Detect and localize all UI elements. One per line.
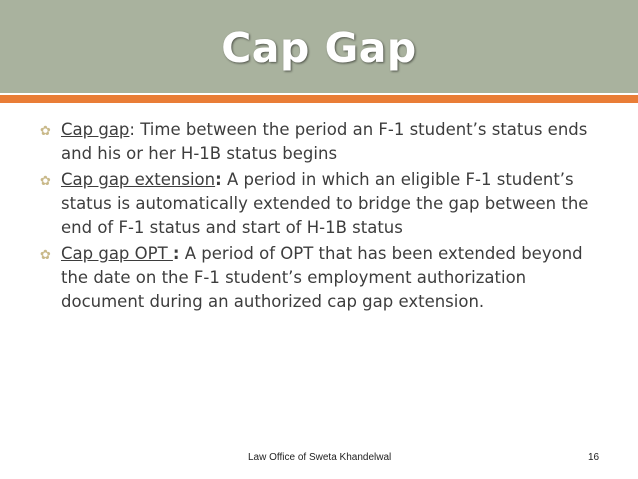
bullet-icon: ✿ (40, 124, 51, 139)
bullet-item-cap-gap-extension (40, 168, 600, 240)
term-separator: : (172, 244, 180, 263)
definition-cap-gap: Time between the period an F-1 student’s status ends and his or her H-1B status begins (61, 120, 588, 163)
term-separator: : (129, 120, 135, 139)
definition-cap-gap-extension: A period in which an eligible F-1 student’s status is automatically extended to bridge the gap between the end of F-1 status and start of H-1B status (61, 170, 589, 237)
bullet-list (40, 118, 600, 316)
term-cap-gap: Cap gap (61, 120, 130, 139)
slide-title: Cap Gap (221, 24, 417, 72)
accent-bar (0, 95, 638, 103)
definition-cap-gap-opt: A period of OPT that has been extended beyond the date on the F-1 student’s employment authorization document during an authorized cap gap extension. (61, 244, 583, 311)
page-number: 16 (588, 452, 600, 463)
term-cap-gap-extension: Cap gap extension (61, 170, 216, 189)
term-cap-gap-opt: Cap gap OPT (61, 244, 173, 263)
footer-text: Law Office of Sweta Khandelwal (248, 452, 392, 463)
bullet-icon: ✿ (40, 248, 51, 263)
bullet-item-cap-gap (40, 118, 600, 166)
bullet-icon: ✿ (40, 174, 51, 189)
term-separator: : (215, 170, 222, 189)
bullet-item-cap-gap-opt (40, 242, 600, 314)
